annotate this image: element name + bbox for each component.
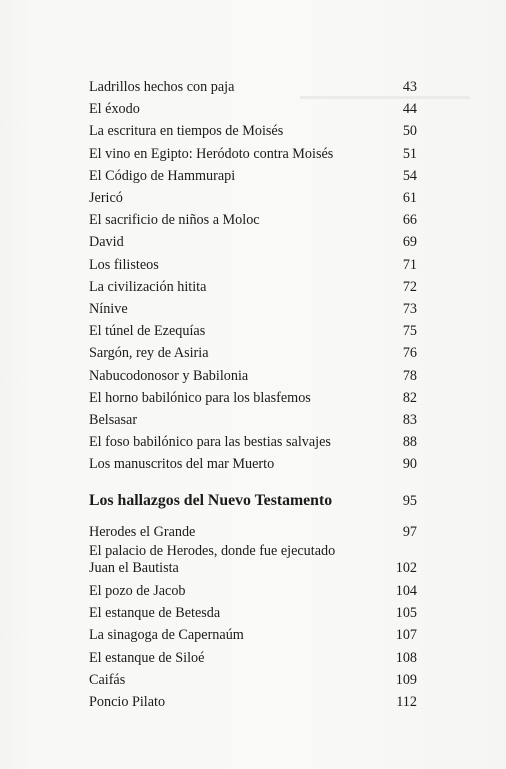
toc-entry	[89, 209, 417, 231]
toc-entry	[89, 76, 417, 98]
toc-entry	[89, 120, 417, 142]
toc-entry-multiline	[89, 543, 417, 578]
entry-title: El túnel de Ezequías	[89, 323, 206, 340]
entry-page: 104	[395, 583, 417, 600]
section-title: Los hallazgos del Nuevo Testamento	[89, 491, 333, 509]
entry-title: La civilización hitita	[89, 278, 207, 295]
entry-page: 76	[402, 345, 417, 362]
entry-title: Nínive	[89, 301, 128, 318]
entry-page: 82	[402, 389, 417, 406]
section-page: 95	[402, 492, 417, 509]
toc-entry	[89, 521, 417, 543]
entry-title: La escritura en tiempos de Moisés	[89, 123, 284, 140]
entry-title: El foso babilónico para las bestias salvajes	[89, 434, 331, 451]
entry-page: 107	[395, 627, 417, 644]
entry-title: Los filisteos	[89, 256, 159, 273]
entry-page: 105	[395, 605, 417, 622]
entry-page: 50	[402, 123, 417, 140]
entry-title: La sinagoga de Capernaúm	[89, 627, 244, 644]
toc-entry	[89, 254, 417, 276]
entry-title: Sargón, rey de Asiria	[89, 345, 209, 362]
toc-entry	[89, 409, 417, 431]
toc-entry	[89, 387, 417, 409]
toc-entry	[89, 298, 417, 320]
entry-page: 69	[402, 234, 417, 251]
entry-title: El estanque de Siloé	[89, 649, 205, 666]
toc-entry	[89, 231, 417, 253]
entry-title: El estanque de Betesda	[89, 605, 221, 622]
entry-title: El Código de Hammurapi	[89, 167, 236, 184]
entry-page: 75	[402, 323, 417, 340]
toc-entry	[89, 342, 417, 364]
entry-page: 83	[402, 412, 417, 429]
entry-page: 112	[396, 694, 417, 711]
entry-page: 43	[402, 79, 417, 95]
entry-page: 102	[395, 560, 417, 577]
entry-title: El sacrificio de niños a Moloc	[89, 212, 260, 229]
toc-list-bottom	[89, 521, 417, 714]
entry-page: 71	[402, 256, 417, 273]
toc-entry	[89, 602, 417, 624]
entry-page: 44	[402, 101, 417, 118]
toc-entry	[89, 365, 417, 387]
entry-title: El vino en Egipto: Heródoto contra Moisés	[89, 145, 334, 162]
table-of-contents	[89, 76, 417, 713]
entry-title: El éxodo	[89, 101, 140, 118]
entry-title: Los manuscritos del mar Muerto	[89, 456, 275, 473]
entry-title-line2: Juan el Bautista	[89, 560, 179, 577]
toc-list-top	[89, 76, 417, 476]
entry-page: 78	[402, 367, 417, 384]
toc-entry	[89, 431, 417, 453]
entry-page: 108	[395, 649, 417, 666]
toc-entry	[89, 187, 417, 209]
toc-entry	[89, 165, 417, 187]
entry-page: 54	[402, 167, 417, 184]
toc-entry	[89, 276, 417, 298]
entry-page: 73	[402, 301, 417, 318]
entry-page: 97	[402, 523, 417, 540]
toc-entry	[89, 453, 417, 475]
entry-page: 88	[402, 434, 417, 451]
entry-page: 109	[395, 671, 417, 688]
entry-page: 90	[402, 456, 417, 473]
entry-title	[89, 543, 335, 578]
entry-title: David	[89, 234, 124, 251]
entry-title-line1: El palacio de Herodes, donde fue ejecutado	[89, 542, 336, 559]
toc-entry	[89, 98, 417, 120]
entry-title: Ladrillos hechos con paja	[89, 79, 235, 95]
entry-title: Nabucodonosor y Babilonia	[89, 367, 249, 384]
entry-title: Caifás	[89, 671, 126, 688]
toc-entry	[89, 647, 417, 669]
toc-entry	[89, 580, 417, 602]
entry-title: Jericó	[89, 190, 123, 207]
entry-title: Belsasar	[89, 412, 138, 429]
entry-title: Poncio Pilato	[89, 694, 166, 711]
entry-page: 72	[402, 278, 417, 295]
entry-page: 66	[402, 212, 417, 229]
toc-entry	[89, 320, 417, 342]
toc-entry	[89, 669, 417, 691]
section-heading	[89, 489, 417, 513]
entry-title: Herodes el Grande	[89, 523, 196, 540]
toc-entry	[89, 143, 417, 165]
entry-title: El pozo de Jacob	[89, 583, 186, 600]
entry-title: El horno babilónico para los blasfemos	[89, 389, 311, 406]
entry-page: 61	[402, 190, 417, 207]
entry-page: 51	[402, 145, 417, 162]
toc-entry	[89, 624, 417, 646]
toc-entry	[89, 691, 417, 713]
